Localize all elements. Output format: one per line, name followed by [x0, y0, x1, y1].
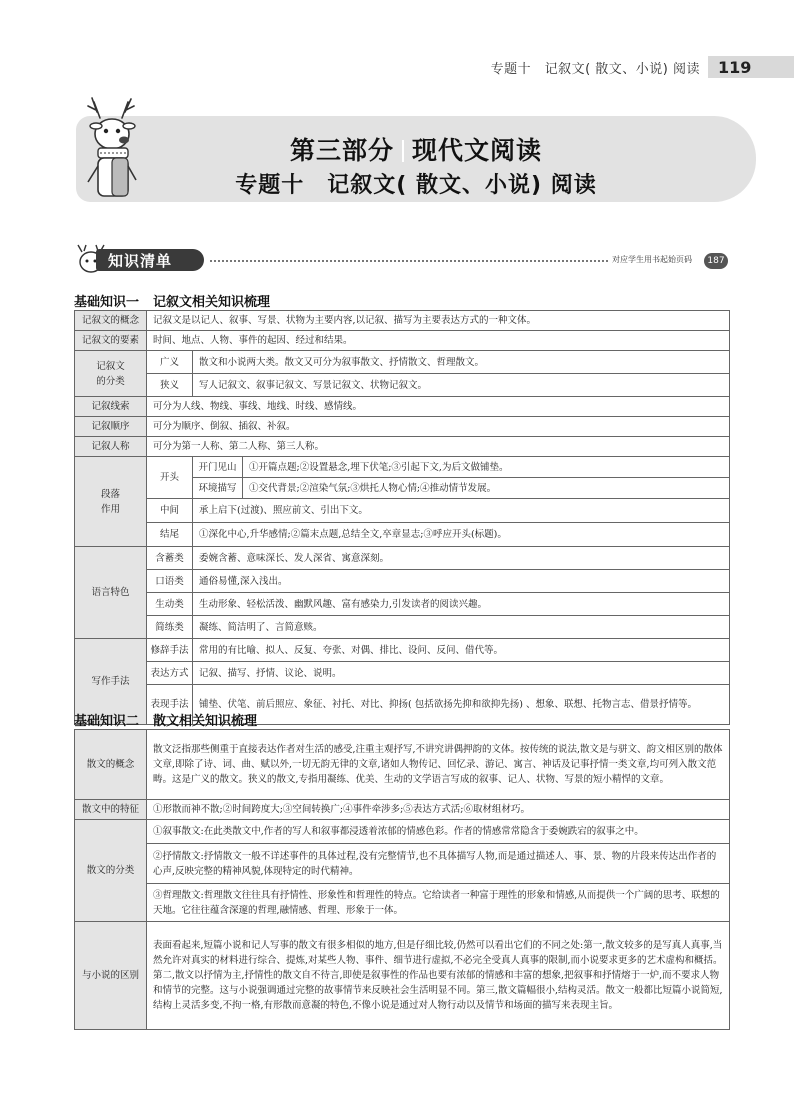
table-row	[75, 570, 730, 593]
row-label: 散文的分类	[75, 820, 147, 922]
chapter-banner	[76, 116, 756, 202]
row-text: 记叙文是以记人、叙事、写景、状物为主要内容,以记叙、描写为主要表达方式的一种文体。	[147, 311, 730, 331]
sub-label: 结尾	[147, 523, 193, 547]
table-row	[75, 639, 730, 662]
row-text: 承上启下(过渡)、照应前文、引出下文。	[193, 499, 730, 523]
table-row	[75, 547, 730, 570]
row-text: ①交代背景;②渲染气氛;③烘托人物心情;④推动情节发展。	[243, 478, 730, 499]
banner-part-line	[76, 131, 756, 167]
label-line: 记叙文	[96, 360, 125, 372]
section1-index: 基础知识一	[74, 295, 140, 310]
section2-heading: 散文相关知识梳理	[153, 714, 258, 729]
row-text: ①开篇点题;②设置悬念,埋下伏笔;③引起下文,为后文做铺垫。	[243, 457, 730, 478]
row-text: 委婉含蓄、意味深长、发人深省、寓意深刻。	[193, 547, 730, 570]
row-text: 散文泛指那些侧重于直接表达作者对生活的感受,注重主观抒写,不讲究讲偶押韵的文体。按传统的说法,散文是与骈文、韵文相区别的散体文章,即除了诗、词、曲、赋以外,一切无韵无律的文章,诸如人物传记、回忆录、游记、寓言、神话及记事抒情一类文章,均可列入散文范畴。这是广义的散文。狭义的散文,专指用凝练、优美、生动的文学语言写成的叙事、记人、状物、写景的短小精悍的文章。	[147, 730, 730, 800]
section1-title	[74, 291, 270, 310]
deer-mascot-icon	[74, 96, 154, 206]
table-row	[75, 311, 730, 331]
student-book-page-badge: 187	[704, 253, 728, 269]
row-label: 语言特色	[75, 547, 147, 639]
table-row	[75, 523, 730, 547]
sub-label: 简练类	[147, 616, 193, 639]
row-text: 通俗易懂,深入浅出。	[193, 570, 730, 593]
row-label: 与小说的区别	[75, 922, 147, 1030]
row-text: 可分为第一人称、第二人称、第三人称。	[147, 437, 730, 457]
section1-table	[74, 310, 730, 725]
table-row	[75, 820, 730, 844]
running-header-title: 专题十 记叙文( 散文、小说) 阅读	[490, 61, 700, 77]
table-row	[75, 922, 730, 1030]
row-label: 散文的概念	[75, 730, 147, 800]
row-label: 记叙文的概念	[75, 311, 147, 331]
sub-label: 修辞手法	[147, 639, 193, 662]
sub-label: 狭义	[147, 374, 193, 397]
row-text: ①叙事散文:在此类散文中,作者的写人和叙事都浸透着浓郁的情感色彩。作者的情感常常隐含于委婉跌宕的叙事之中。	[147, 820, 730, 844]
table-row	[75, 884, 730, 922]
row-text: ③哲理散文:哲理散文往往具有抒情性、形象性和哲理性的特点。它给读者一种富于理性的形象和情感,从而提供一个广阔的思考、联想的天地。它往往蕴含深邃的哲理,融情感、哲理、形象于一体。	[147, 884, 730, 922]
row-text: 时间、地点、人物、事件的起因、经过和结果。	[147, 331, 730, 351]
section2-index: 基础知识二	[74, 714, 140, 729]
table-row	[75, 417, 730, 437]
section1-heading: 记叙文相关知识梳理	[153, 295, 271, 310]
banner-topic: 专题十 记叙文( 散文、小说) 阅读	[235, 173, 597, 198]
row-text: 散文和小说两大类。散文又可分为叙事散文、抒情散文、哲理散文。	[193, 351, 730, 374]
table-row	[75, 730, 730, 800]
row-text: 记叙、描写、抒情、议论、说明。	[193, 662, 730, 685]
sub-label: 含蓄类	[147, 547, 193, 570]
row-label: 散文中的特征	[75, 800, 147, 820]
table-row	[75, 397, 730, 417]
row-text: ①形散而神不散;②时间跨度大;③空间转换广;④事件牵涉多;⑤表达方式活;⑥取材组材巧。	[147, 800, 730, 820]
dotted-rule	[210, 260, 608, 262]
row-text: 铺垫、伏笔、前后照应、象征、衬托、对比、抑扬( 包括欲扬先抑和欲抑先扬) 、想象、联想、托物言志、借景抒情等。	[193, 685, 730, 725]
row-text: 常用的有比喻、拟人、反复、夸张、对偶、排比、设问、反问、借代等。	[193, 639, 730, 662]
row-text: 可分为顺序、倒叙、插叙、补叙。	[147, 417, 730, 437]
sub-label: 生动类	[147, 593, 193, 616]
sub-label: 表达方式	[147, 662, 193, 685]
knowledge-tag-label: 知识清单	[108, 252, 173, 270]
label-line: 段落	[100, 488, 120, 500]
table-row	[75, 844, 730, 884]
table-row	[75, 800, 730, 820]
row-text: 写人记叙文、叙事记叙文、写景记叙文、状物记叙文。	[193, 374, 730, 397]
sub-label: 开头	[147, 457, 193, 499]
table-row	[75, 351, 730, 374]
row-label: 记叙人称	[75, 437, 147, 457]
row-text: ②抒情散文:抒情散文一般不详述事件的具体过程,没有完整情节,也不具体描写人物,而是通过描述人、事、景、物的片段来传达出作者的心声,反映完整的精神风貌,体现特定的时代精神。	[147, 844, 730, 884]
sub-label: 口语类	[147, 570, 193, 593]
row-label: 记叙顺序	[75, 417, 147, 437]
row-text: 可分为人线、物线、事线、地线、时线、感情线。	[147, 397, 730, 417]
row-text: 凝练、简洁明了、言简意赅。	[193, 616, 730, 639]
row-label: 记叙文的要素	[75, 331, 147, 351]
row-label: 写作手法	[75, 639, 147, 725]
row-text: ①深化中心,升华感情;②篇末点题,总结全文,卒章显志;③呼应开头(标题)。	[193, 523, 730, 547]
row-text: 生动形象、轻松活泼、幽默风趣、富有感染力,引发读者的阅读兴趣。	[193, 593, 730, 616]
sub-sub-label: 环境描写	[193, 478, 243, 499]
table-row	[75, 437, 730, 457]
table-row	[75, 374, 730, 397]
sub-label: 广义	[147, 351, 193, 374]
label-line: 作用	[100, 503, 120, 515]
row-label	[75, 457, 147, 547]
banner-part-name: 现代文阅读	[412, 136, 543, 165]
section2-title	[74, 710, 257, 729]
banner-part: 第三部分	[289, 136, 394, 165]
section2-table	[74, 729, 730, 1030]
page-number: 119	[708, 56, 794, 78]
row-label	[75, 351, 147, 397]
table-row	[75, 593, 730, 616]
banner-separator	[402, 140, 404, 162]
table-row	[75, 331, 730, 351]
student-book-note: 对应学生用书起始页码	[612, 255, 692, 264]
table-row	[75, 616, 730, 639]
knowledge-list-tag	[74, 244, 206, 274]
table-row	[75, 662, 730, 685]
sub-sub-label: 开门见山	[193, 457, 243, 478]
label-line: 的分类	[96, 375, 125, 387]
running-header	[491, 56, 794, 78]
sub-label: 中间	[147, 499, 193, 523]
table-row	[75, 457, 730, 478]
table-row	[75, 499, 730, 523]
row-label: 记叙线索	[75, 397, 147, 417]
sub-label: 表现手法	[147, 685, 193, 725]
row-text: 表面看起来,短篇小说和记人写事的散文有很多相似的地方,但是仔细比较,仍然可以看出它们的不同之处:第一,散文较多的是写真人真事,当然允许对真实的材料进行综合、提炼,对某些人物、事件、细节进行虚拟,不必完全受真人真事的限制,而小说要求更多的艺术虚构和概括。第二,散文以抒情为主,抒情性的散文自不待言,即使是叙事性的作品也要有浓郁的情感和丰富的想象,把叙事和抒情熔于一炉,而不要求人物和情节的完整。这与小说强调通过完整的故事情节来反映社会生活明显不同。第三,散文篇幅很小,结构灵活。散文一般都比短篇小说简短,结构上灵活多变,不拘一格,有形散而意凝的特色,不像小说是通过对人物行动以及情节和场面的描写来表现主旨。	[147, 922, 730, 1030]
